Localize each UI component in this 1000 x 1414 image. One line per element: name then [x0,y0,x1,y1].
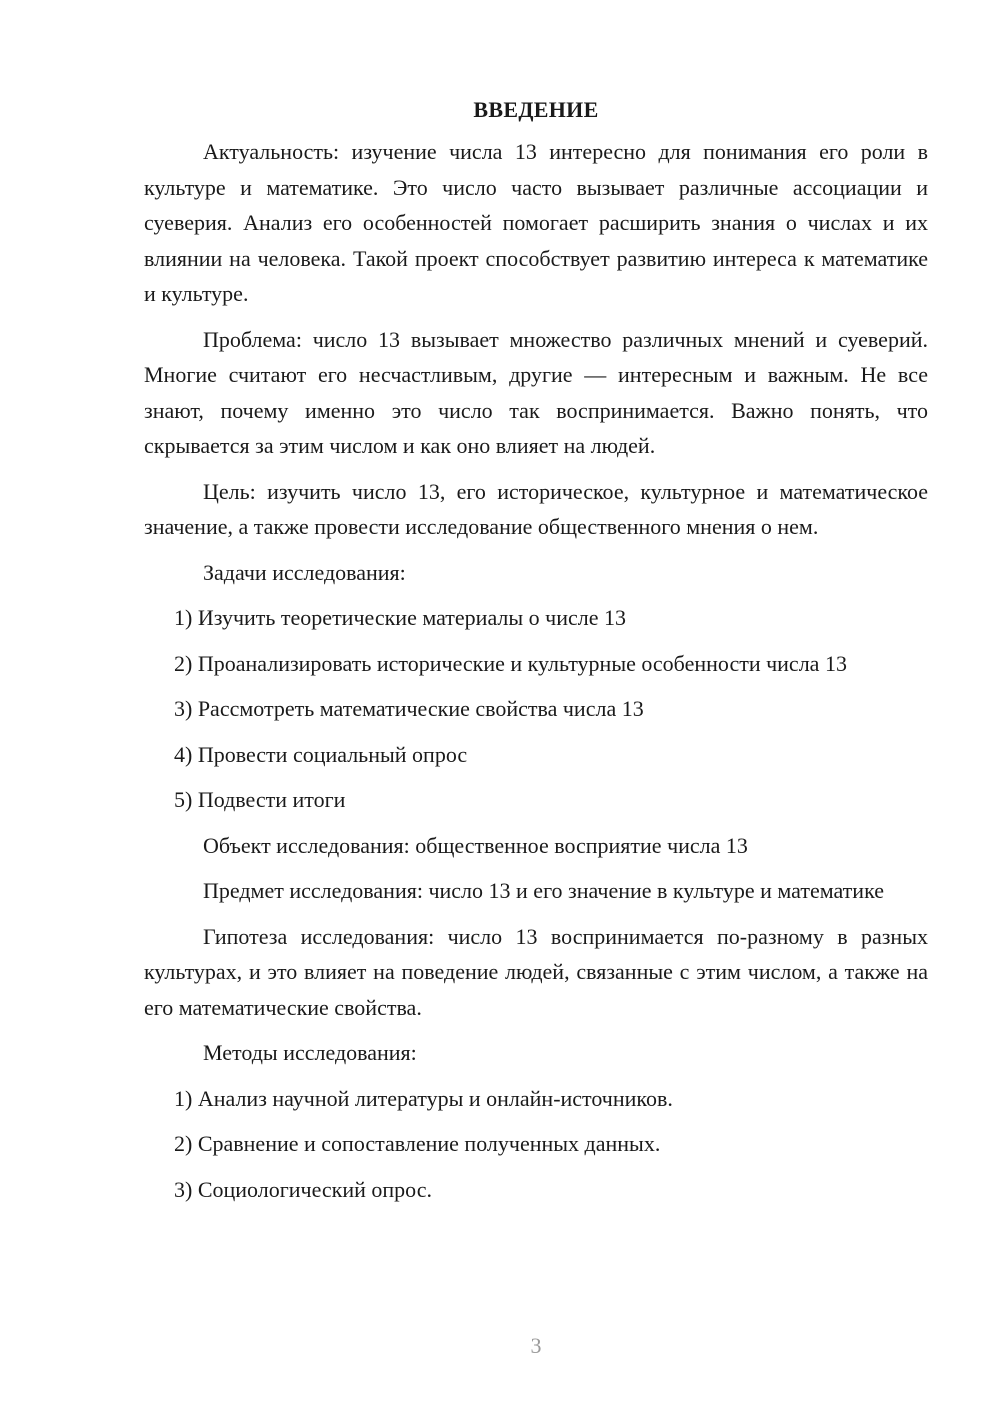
methods-label: Методы исследования: [203,1040,417,1065]
task-item: 3) Рассмотреть математические свойства числа 13 [174,696,644,721]
object-paragraph: Объект исследования: общественное восприятие числа 13 [203,832,748,858]
hypothesis-paragraph: Гипотеза исследования: число 13 воспринимается по-разному в разных культурах, и это влияет на поведение людей, связанные с этим числом, а также на его математические свойства. [144,923,928,1020]
task-item: 5) Подвести итоги [174,787,346,812]
tasks-label: Задачи исследования: [203,559,406,585]
method-item: 1) Анализ научной литературы и онлайн-источников. [174,1085,673,1111]
task-item: 4) Провести социальный опрос [174,741,468,767]
subject-paragraph: Предмет исследования: число 13 и его значение в культуре и математике [203,878,884,903]
page-number: 3 [530,1333,542,1358]
problem-paragraph: Проблема: число 13 вызывает множество различных мнений и суеверий. Многие считают его несчастливым, другие — интересным и важным. Не все знают, почему именно это число так воспринимается. Важно понять, что скрывается за этим числом и как оно влияет на людей. [144,326,928,458]
task-item: 2) Проанализировать исторические и культурные особенности числа 13 [174,650,847,676]
section-heading: ВВЕДЕНИЕ [473,97,599,122]
task-item: 1) Изучить теоретические материалы о числе 13 [174,605,627,630]
document-page [144,92,928,1217]
method-item: 2) Сравнение и сопоставление полученных данных. [174,1131,661,1156]
relevance-paragraph: Актуальность: изучение числа 13 интересно для понимания его роли в культуре и математике. Это число часто вызывает различные ассоциации и суеверия. Анализ его особенностей помогает расширить знания о числах и их влиянии на человека. Такой проект способствует развитию интереса к математике и культуре. [144,139,928,306]
method-item: 3) Социологический опрос. [174,1176,432,1202]
goal-paragraph: Цель: изучить число 13, его историческое, культурное и математическое значение, а также провести исследование общественного мнения о нем. [144,478,928,539]
